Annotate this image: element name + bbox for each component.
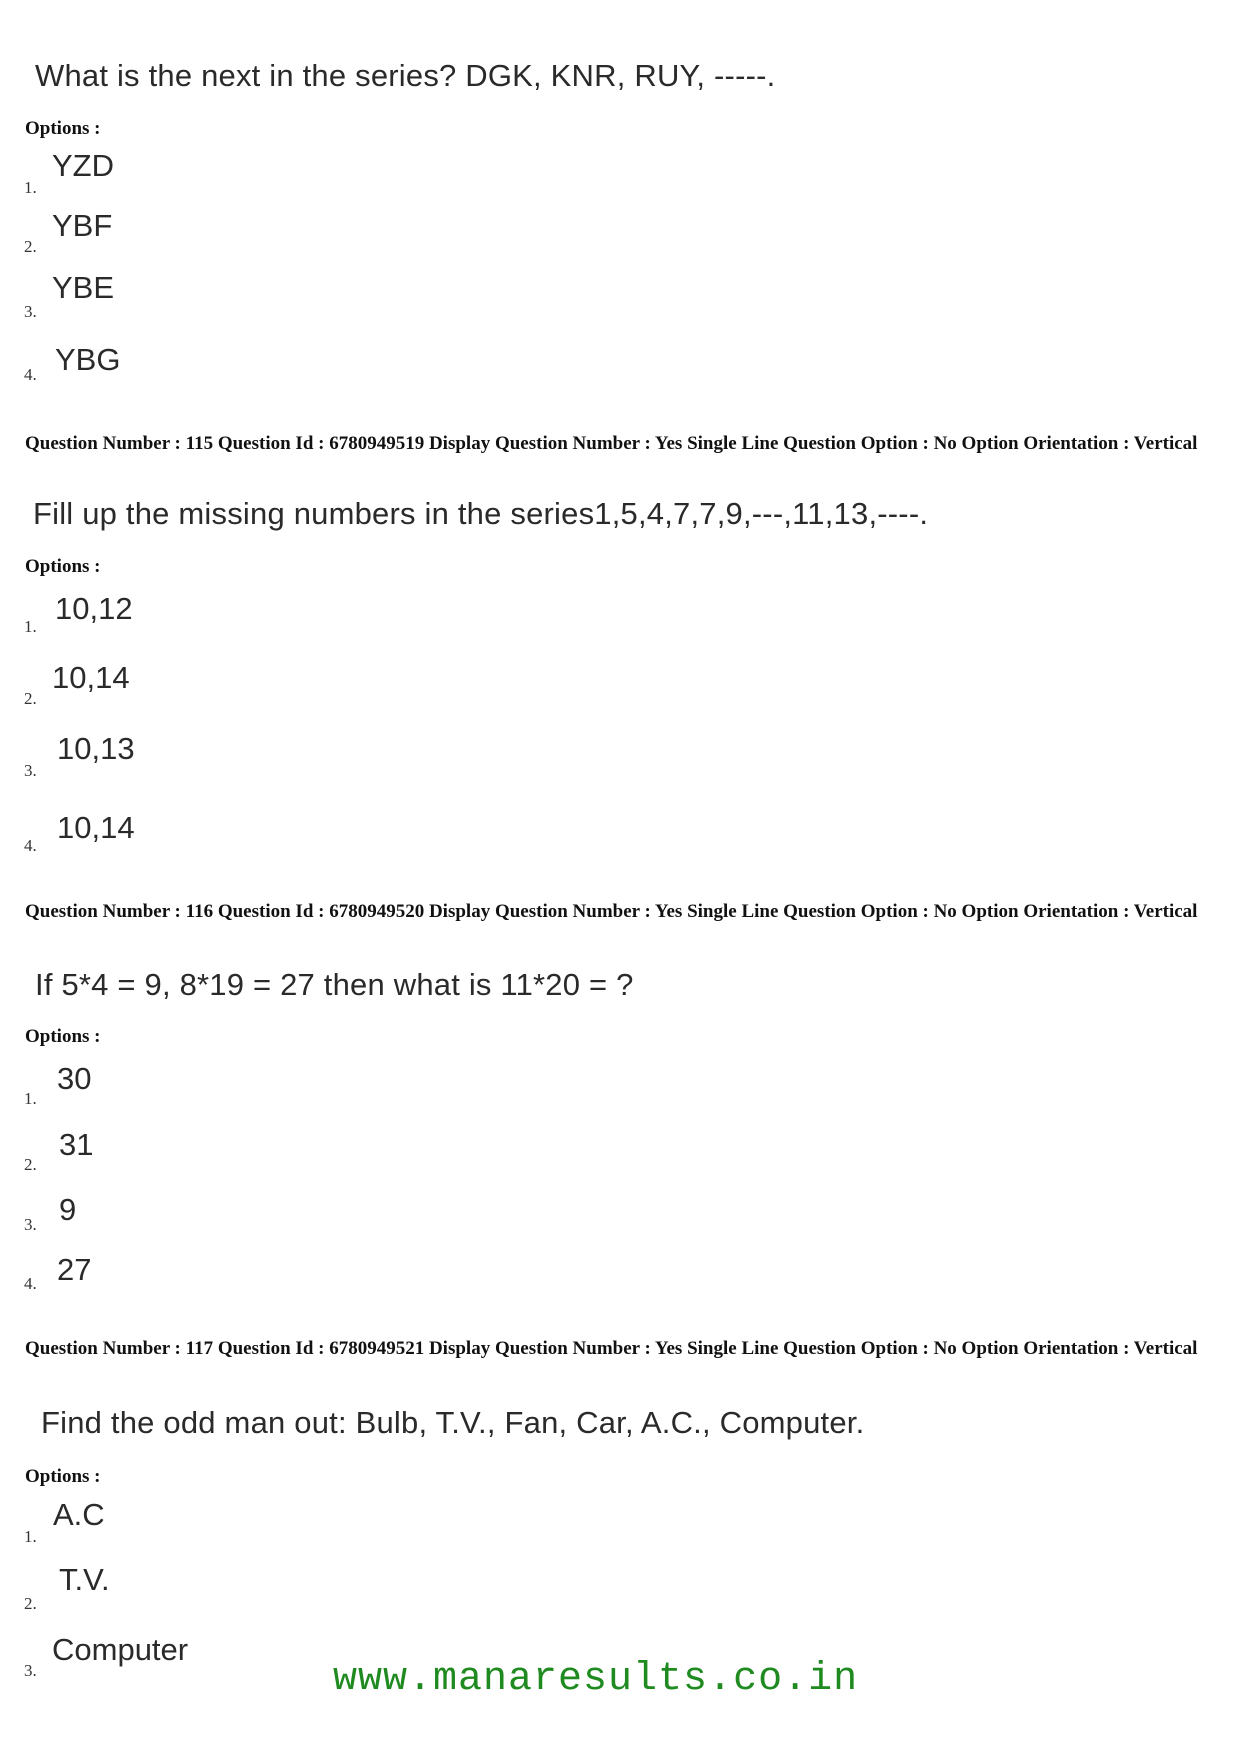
option-text: 10,14: [57, 810, 135, 845]
option-text: YBF: [52, 208, 113, 243]
option-text: A.C: [53, 1497, 105, 1532]
option-number: 1.: [24, 178, 37, 197]
option-text: 10,14: [52, 660, 130, 695]
options-label: Options :: [25, 556, 101, 577]
question-117-meta: Question Number : 117 Question Id : 6780949521 Display Question Number : Yes Single Line Question Option : No Option Orientation : Vertical: [25, 1338, 1198, 1359]
options-label: Options :: [25, 1026, 101, 1047]
option-text: 31: [59, 1127, 94, 1162]
option-number: 2.: [24, 237, 37, 256]
option-number: 2.: [24, 689, 37, 708]
option-number: 3.: [24, 1661, 37, 1680]
option-number: 3.: [24, 1215, 37, 1234]
option-number: 1.: [24, 1089, 37, 1108]
option-text: 10,13: [57, 731, 135, 766]
option-text: YBG: [55, 342, 121, 377]
option-number: 4.: [24, 1274, 37, 1293]
question-116-text: If 5*4 = 9, 8*19 = 27 then what is 11*20 = ?: [35, 967, 634, 1002]
watermark-url: www.manaresults.co.in: [333, 1657, 859, 1702]
question-115-text: Fill up the missing numbers in the series1,5,4,7,7,9,---,11,13,----.: [33, 496, 929, 531]
option-number: 1.: [24, 1527, 37, 1546]
option-number: 3.: [24, 761, 37, 780]
options-label: Options :: [25, 1466, 101, 1487]
question-116-meta: Question Number : 116 Question Id : 6780949520 Display Question Number : Yes Single Line Question Option : No Option Orientation : Vertical: [25, 901, 1198, 922]
question-117-text: Find the odd man out: Bulb, T.V., Fan, Car, A.C., Computer.: [41, 1405, 865, 1440]
option-text: T.V.: [59, 1562, 110, 1597]
option-text: 27: [57, 1252, 92, 1287]
question-115-meta: Question Number : 115 Question Id : 6780949519 Display Question Number : Yes Single Line Question Option : No Option Orientation : Vertical: [25, 433, 1198, 454]
option-text: YBE: [52, 270, 115, 305]
option-number: 4.: [24, 365, 37, 384]
option-text: 10,12: [55, 591, 133, 626]
option-number: 1.: [24, 617, 37, 636]
option-text: 30: [57, 1061, 92, 1096]
question-114-text: What is the next in the series? DGK, KNR, RUY, -----.: [35, 58, 776, 93]
option-number: 2.: [24, 1155, 37, 1174]
option-text: 9: [59, 1192, 77, 1227]
option-number: 4.: [24, 836, 37, 855]
option-number: 2.: [24, 1594, 37, 1613]
option-text: Computer: [52, 1632, 189, 1667]
option-number: 3.: [24, 302, 37, 321]
option-text: YZD: [52, 148, 114, 183]
options-label: Options :: [25, 118, 101, 139]
